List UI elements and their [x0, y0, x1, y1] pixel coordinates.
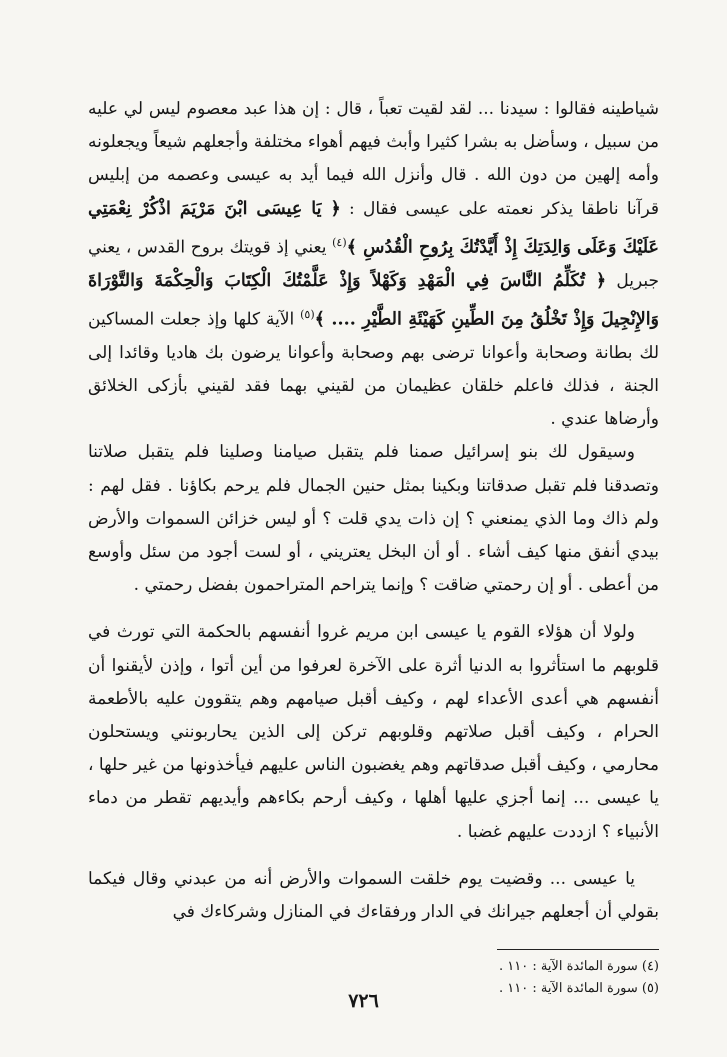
page-number: ٧٢٦ — [348, 990, 379, 1012]
paragraph — [88, 93, 659, 436]
quran-verse: ﴿ تُكَلِّمُ النَّاسَ فِي الْمَهْدِ وَكَهْلاً وَإِذْ عَلَّمْتُكَ الْكِتَابَ وَالْحِكْمَةَ وَالتَّوْرَاةَ وَالإِنْجِيلَ وَإِذْ تَخْلُقُ مِنَ الطِّينِ كَهَيْئَةِ الطَّيْرِ .... ﴾ — [88, 270, 660, 330]
text-segment: ولولا أن هؤلاء القوم يا عيسى ابن مريم غروا أنفسهم بالحكمة التي تورث في قلوبهم ما استأثروا به الدنيا أثرة على الآخرة لعرفوا من أين أتوا ، وإذن لأيقنوا أن أنفسهم هي أعدى الأعداء لهم ، وكيف أقبل صيامهم وهم يتقوون عليه بالأطعمة الحرام ، وكيف أقبل صلاتهم وقلوبهم تركن إلى الذين يحاربونني ويستحلون محارمي ، وكيف أقبل صدقاتهم وهم يغضبون الناس عليهم فيأخذونها من غير حلها ، يا عيسى ... إنما أجزي عليها أهلها ، وكيف أرحم بكاءهم وأيديهم تقطر من دماء الأنبياء ؟ ازددت عليهم غضبا . — [88, 622, 659, 842]
text-segment: شياطينه فقالوا : سيدنا ... لقد لقيت تعباً ، قال : إن هذا عبد معصوم ليس لي عليه من سبيل ، وسأضل به بشرا كثيرا وأبث فيهم أهواء مختلفة وأجعلهم شيعاً ويجعلونه وأمه إلهين من دون الله . قال وأنزل الله فيما أيد به عيسى وعصمه من إبليس قرآنا ناطقا يذكر نعمته على عيسى فقال : — [88, 99, 659, 219]
footnote-5: (٥) سورة المائدة الآية : ١١٠ . — [498, 981, 659, 997]
footnote-4: (٤) سورة المائدة الآية : ١١٠ . — [498, 959, 659, 975]
paragraph — [88, 616, 659, 848]
body-text — [88, 93, 659, 929]
text-segment: الآية كلها وإذ جعلت المساكين لك بطانة وصحابة وأعوانا ترضى بهم وصحابة وأعوانا يرضون بك هاديا وقائدا إلى الجنة ، فذلك فاعلم خلقان عظيمان من لقيني بهما فقد لقيني بأزكى الخلائق وأرضاها عندي . — [88, 309, 659, 430]
text-segment: يعني إذ قويتك بروح القدس ، يعني جبريل — [88, 237, 659, 291]
footnote-marker: (٥) — [300, 307, 315, 321]
footnote-marker: (٤) — [332, 235, 347, 249]
quran-verse: ﴿ يَا عِيسَى ابْنَ مَرْيَمَ اذْكُرْ نِعْمَتِي عَلَيْكَ وَعَلَى وَالِدَتِكَ إِذْ أَيَّدْتُكَ بِرُوحِ الْقُدُسِ ﴾ — [88, 198, 660, 258]
text-segment: وسيقول لك بنو إسرائيل صمنا فلم يتقبل صيامنا وصلينا فلم يتقبل صلاتنا وتصدقنا فلم تقبل صدقاتنا وبكينا بمثل حنين الجمال فلم يرحم بكاؤنا . فقل لهم : ولم ذاك وما الذي يمنعني ؟ إن ذات يدي قلت ؟ أو ليس خزائن السموات والأرض بيدي أنفق منها كيف أشاء . أو أن البخل يعتريني ، أو لست أجود من سئل وأوسع من أعطى . أو إن رحمتي ضاقت ؟ وإنما يتراحم المتراحمون بفضل رحمتي . — [88, 442, 659, 596]
paragraph — [88, 436, 659, 602]
paragraph — [88, 863, 659, 929]
footnote-separator — [497, 949, 659, 950]
text-segment: يا عيسى ... وقضيت يوم خلقت السموات والأرض أنه من عبدني وقال فيكما بقولي أن أجعلهم جيرانك في الدار ورفقاءك في المنازل وشركاءك في — [88, 868, 659, 922]
